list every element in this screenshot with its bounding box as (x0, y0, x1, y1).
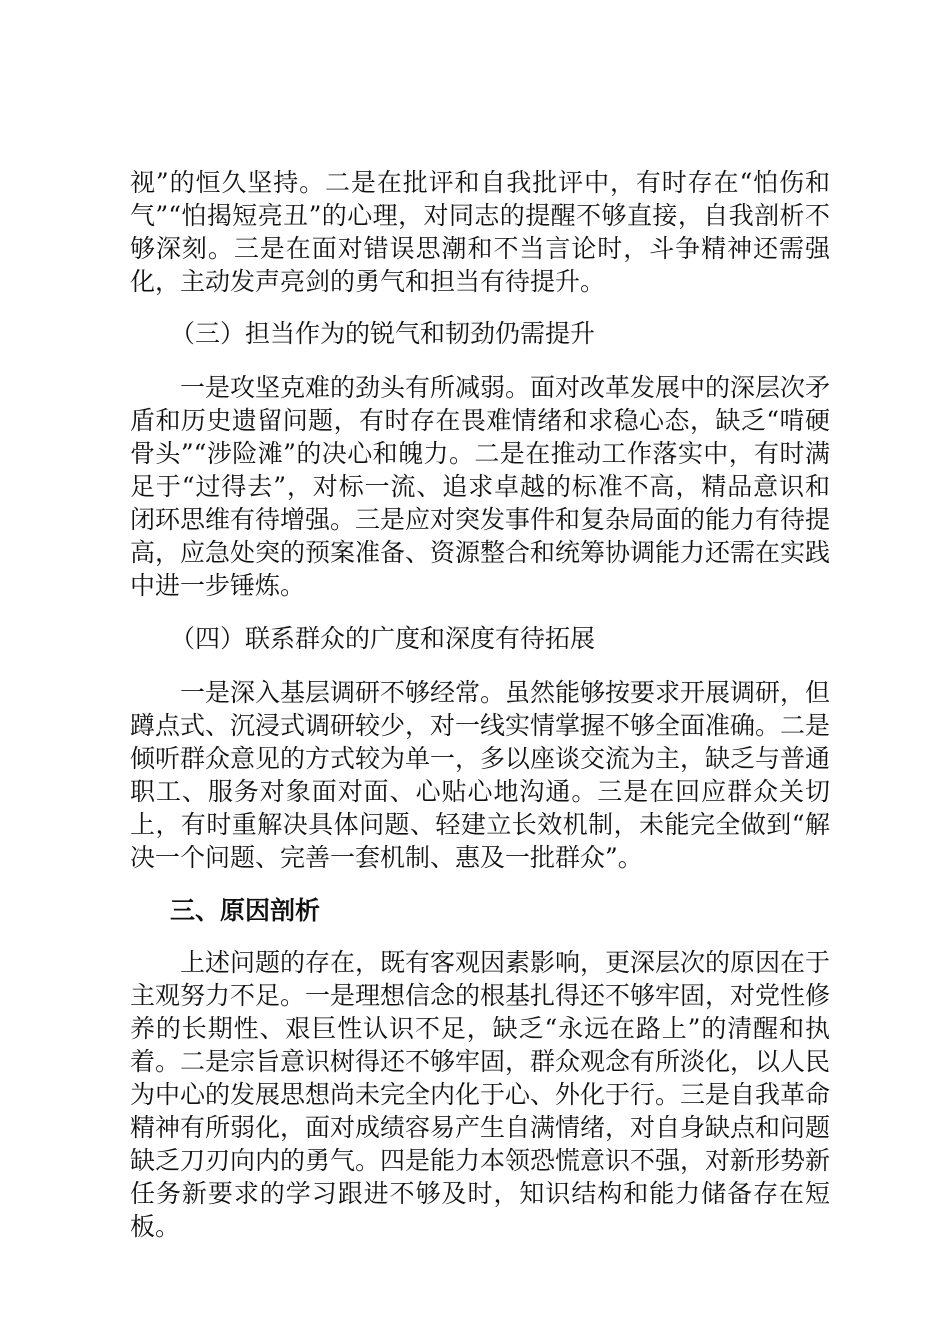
subheading-four: （四）联系群众的广度和深度有待拓展 (170, 624, 596, 653)
paragraph-four: 一是深入基层调研不够经常。虽然能够按要求开展调研，但蹲点式、沉浸式调研较少，对一线实情掌握不够全面准确。二是倾听群众意见的方式较为单一，多以座谈交流为主，缺乏与普通职工、服务对象面对面、心贴心地沟通。三是在回应群众关切上，有时重解决具体问题、轻建立长效机制，未能完全做到“解决一个问题、完善一套机制、惠及一批群众”。 (130, 678, 831, 872)
paragraph-cause-analysis: 上述问题的存在，既有客观因素影响，更深层次的原因在于主观努力不足。一是理想信念的根基扎得还不够牢固，对党性修养的长期性、艰巨性认识不足，缺乏“永远在路上”的清醒和执着。二是宗旨意识树得还不够牢固，群众观念有所淡化，以人民为中心的发展思想尚未完全内化于心、外化于行。三是自我革命精神有所弱化，面对成绩容易产生自满情绪，对自身缺点和问题缺乏刀刃向内的勇气。四是能力本领恐慌意识不强，对新形势新任务新要求的学习跟进不够及时，知识结构和能力储备存在短板。 (130, 948, 831, 1241)
paragraph-continuation: 视”的恒久坚持。二是在批评和自我批评中，有时存在“怕伤和气”“怕揭短亮丑”的心理，对同志的提醒不够直接，自我剖析不够深刻。三是在面对错误思潮和不当言论时，斗争精神还需强化，主动发声亮剑的勇气和担当有待提升。 (130, 168, 830, 296)
document-body (130, 166, 830, 1263)
subheading-three: （三）担当作为的锐气和韧劲仍需提升 (170, 319, 596, 348)
paragraph-three: 一是攻坚克难的劲头有所减弱。面对改革发展中的深层次矛盾和历史遗留问题，有时存在畏难情绪和求稳心态，缺乏“啃硬骨头”“涉险滩”的决心和魄力。二是在推动工作落实中，有时满足于“过得去”，对标一流、追求卓越的标准不高，精品意识和闭环思维有待增强。三是应对突发事件和复杂局面的能力有待提高，应急处突的预案准备、资源整合和统筹协调能力还需在实践中进一步锤炼。 (130, 373, 831, 600)
section-heading-cause-analysis: 三、原因剖析 (170, 896, 321, 925)
